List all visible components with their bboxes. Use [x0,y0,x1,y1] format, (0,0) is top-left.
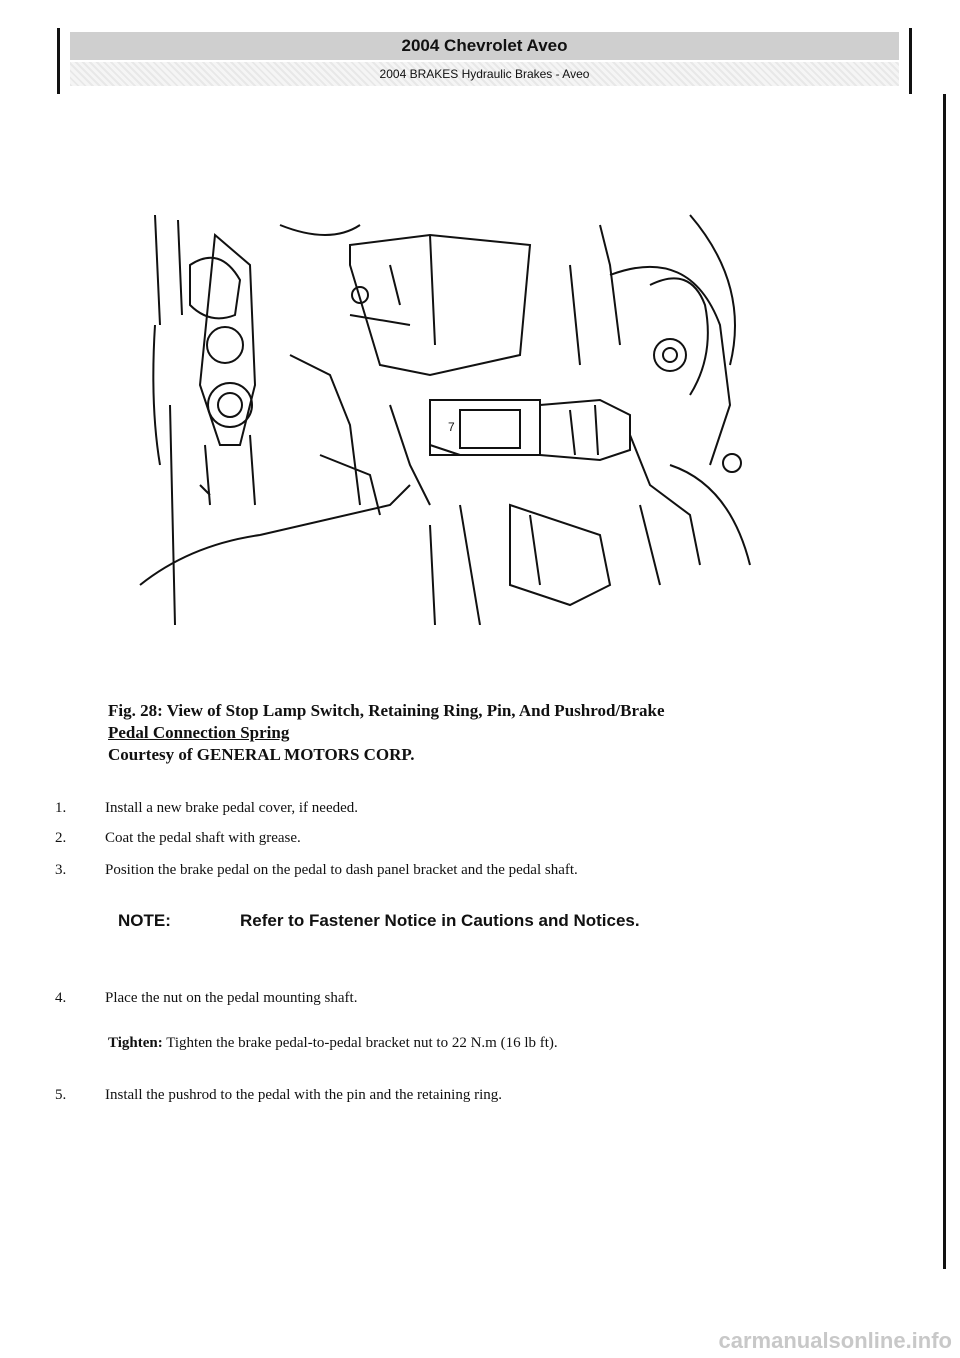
step-number: 4. [55,990,67,1006]
document-title: 2004 Chevrolet Aveo [70,32,899,60]
header-bar [57,28,912,94]
note-text: Refer to Fastener Notice in Cautions and Notices. [240,911,640,930]
tighten-label: Tighten: [108,1035,163,1051]
step-number: 5. [55,1087,67,1103]
step-number: 2. [55,830,67,846]
figure-callout: 7 [448,420,455,434]
step-number: 1. [55,800,67,816]
page-border [943,94,946,1269]
step-text: Coat the pedal shaft with grease. [105,830,301,846]
figure-caption [108,700,888,766]
step-text: Position the brake pedal on the pedal to dash panel bracket and the pedal shaft. [105,862,578,878]
brake-pedal-bracket-drawing [280,225,530,515]
watermark: carmanualsonline.info [718,1328,952,1353]
tighten-text: Tighten the brake pedal-to-pedal bracket nut to 22 N.m (16 lb ft). [166,1035,558,1051]
step-number: 3. [55,862,67,878]
tighten-spec [108,1033,868,1053]
stop-lamp-switch-illustration [130,205,755,625]
step-text: Place the nut on the pedal mounting shaft. [105,990,358,1006]
stop-lamp-switch-drawing [430,400,630,460]
caption-line-1: Fig. 28: View of Stop Lamp Switch, Retaining Ring, Pin, And Pushrod/Brake [108,701,665,720]
steering-column-drawing [140,215,410,625]
document-subtitle: 2004 BRAKES Hydraulic Brakes - Aveo [70,62,899,86]
step-text: Install the pushrod to the pedal with the pin and the retaining ring. [105,1087,502,1103]
caption-line-2: Pedal Connection Spring [108,723,290,742]
note-label: NOTE: [118,911,171,930]
caption-line-3: Courtesy of GENERAL MOTORS CORP. [108,745,415,764]
lower-bracket-drawing [430,505,610,625]
step-text: Install a new brake pedal cover, if needed. [105,800,359,816]
